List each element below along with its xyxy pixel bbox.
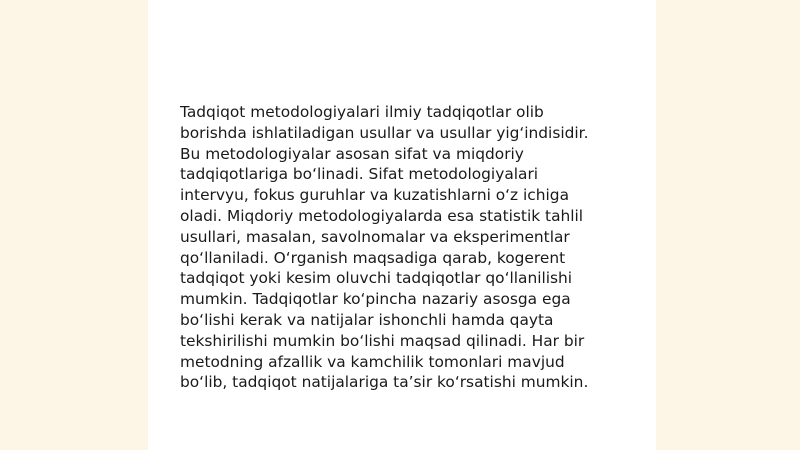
body-paragraph: Tadqiqot metodologiyalari ilmiy tadqiqotlar olib borishda ishlatiladigan usullar va usullar yig‘indisidir. Bu metodologiyalar asosan sifat va miqdoriy tadqiqotlariga bo‘linadi. Sifat metodologiyalari intervyu, fokus guruhlar va kuzatishlarni o‘z ichiga oladi. Miqdoriy metodologiyalarda esa statistik tahlil usullari, masalan, savolnomalar va eksperimentlar qo‘llaniladi. O‘rganish maqsadiga qarab, kogerent tadqiqot yoki kesim oluvchi tadqiqotlar qo‘llanilishi mumkin. Tadqiqotlar ko‘pincha nazariy asosga ega bo‘lishi kerak va natijalar ishonchli hamda qayta tekshirilishi mumkin bo‘lishi maqsad qilinadi. Har bir metodning afzallik va kamchilik tomonlari mavjud bo‘lib, tadqiqot natijalariga ta’sir ko‘rsatishi mumkin. — [180, 103, 589, 392]
document-page — [148, 0, 656, 450]
